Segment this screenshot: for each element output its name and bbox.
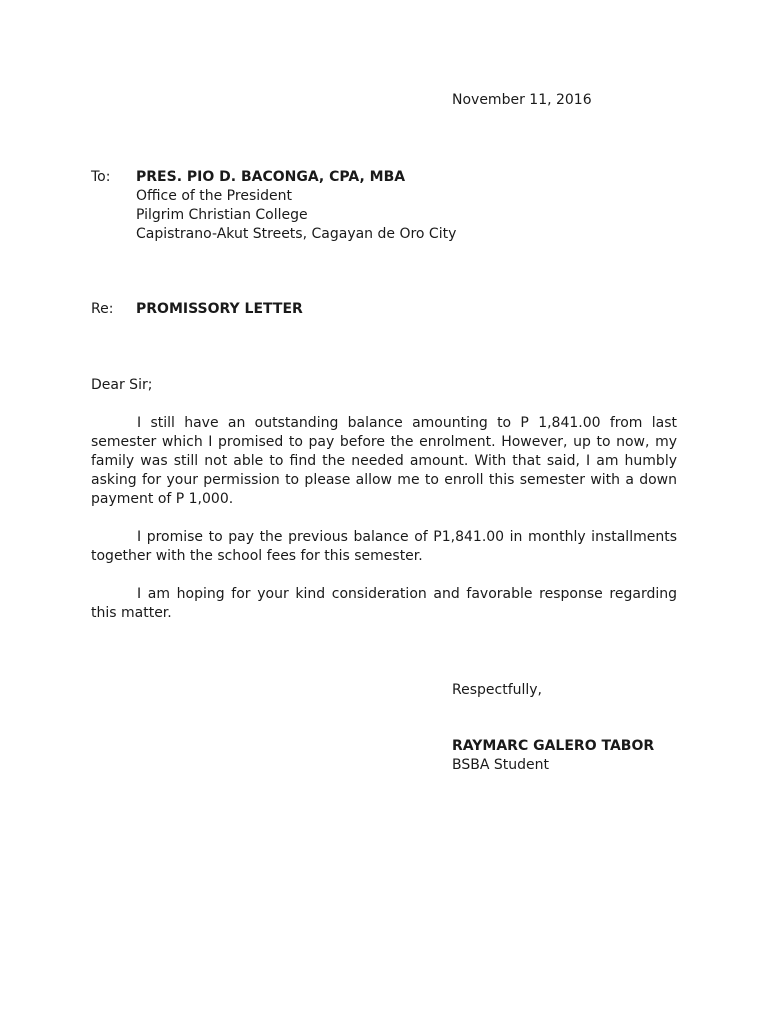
re-label: Re:	[91, 301, 114, 317]
recipient-name: PRES. PIO D. BACONGA, CPA, MBA	[136, 169, 406, 185]
body-paragraph-1: I still have an outstanding balance amounting to P 1,841.00 from last semester which I promised to pay before the enrolment. However, up to now, my family was still not able to find the needed amount. With that said, I am humbly asking for your permission to please allow me to enroll this semester with a down payment of P 1,000.	[91, 415, 677, 507]
body-paragraph-2: I promise to pay the previous balance of P1,841.00 in monthly installments together with the school fees for this semester.	[91, 529, 677, 564]
body-paragraph-3: I am hoping for your kind consideration and favorable response regarding this matter.	[91, 586, 677, 621]
recipient-address: Capistrano-Akut Streets, Cagayan de Oro City	[136, 226, 457, 242]
closing: Respectfully,	[452, 682, 543, 698]
signatory-name: RAYMARC GALERO TABOR	[452, 738, 655, 754]
recipient-office: Office of the President	[136, 188, 292, 204]
letter-subject: PROMISSORY LETTER	[136, 301, 303, 317]
salutation: Dear Sir;	[91, 377, 153, 393]
to-label: To:	[91, 169, 111, 185]
recipient-institution: Pilgrim Christian College	[136, 207, 308, 223]
letter-date: November 11, 2016	[452, 92, 592, 108]
signatory-title: BSBA Student	[452, 757, 549, 773]
